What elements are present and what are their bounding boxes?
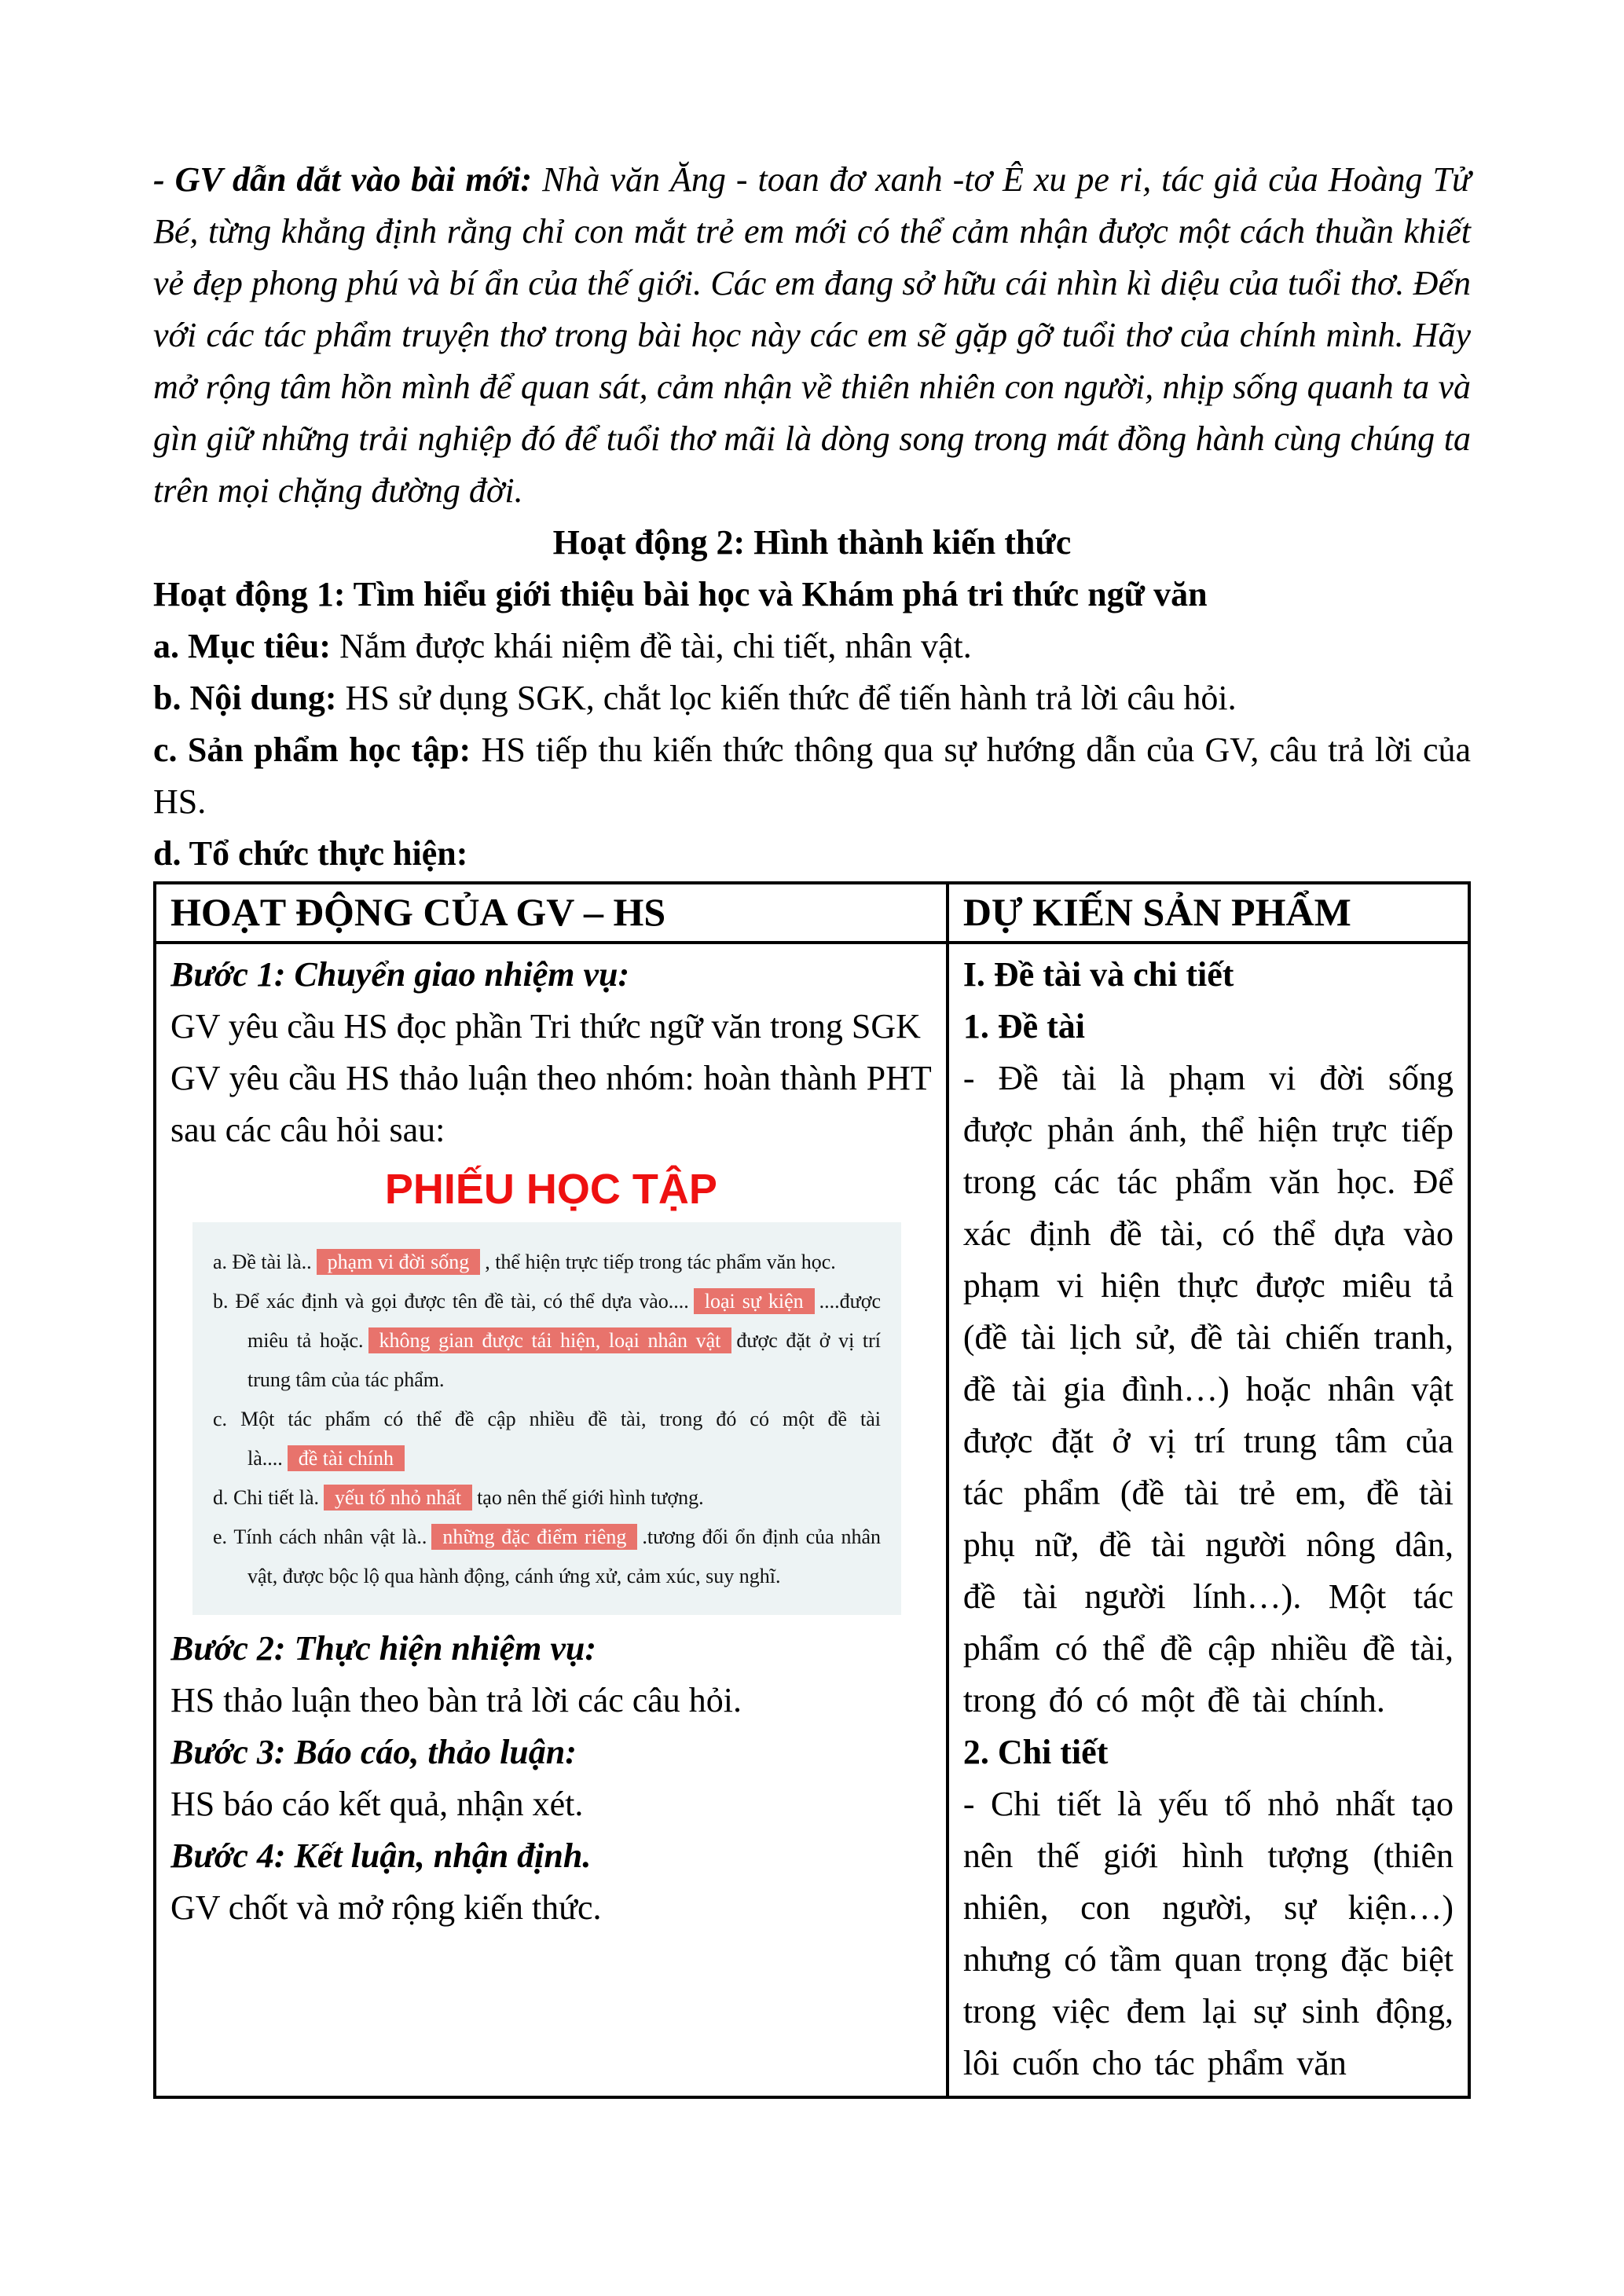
worksheet-a-answer: phạm vi đời sống bbox=[317, 1249, 481, 1275]
table-header-right-cell bbox=[948, 883, 1469, 943]
table-body-row bbox=[155, 943, 1469, 2097]
gv-instruction-1: GV yêu cầu HS đọc phần Tri thức ngữ văn trong SGK bbox=[170, 1007, 921, 1045]
gv-conclusion: GV chốt và mở rộng kiến thức. bbox=[170, 1888, 602, 1927]
meta-label-c: c. Sản phẩm học tập: bbox=[153, 731, 471, 769]
topic-heading: 1. Đề tài bbox=[962, 1007, 1085, 1045]
worksheet-item-a bbox=[213, 1243, 881, 1282]
intro-paragraph bbox=[153, 154, 1471, 517]
meta-text-c: HS tiếp thu kiến thức thông qua sự hướng dẫn của GV, câu trả lời của HS. bbox=[153, 731, 1471, 821]
worksheet-item-d bbox=[213, 1478, 881, 1518]
expected-product-cell bbox=[948, 943, 1469, 2097]
step-1-heading: Bước 1: Chuyển giao nhiệm vụ: bbox=[170, 955, 630, 994]
worksheet-item-c bbox=[213, 1400, 881, 1478]
detail-heading: 2. Chi tiết bbox=[962, 1733, 1109, 1771]
topic-definition: - Đề tài là phạm vi đời sống được phản ánh, thể hiện trực tiếp trong các tác phẩm văn học. Để xác định đề tài, có thể dựa vào phạm vi hiện thực được miêu tả (đề tài lịch sử, đề tài chiến tranh, đề tài gia đình…) hoặc nhân vật được đặt ở vị trí trung tâm của tác phẩm (đề tài trẻ em, đề tài phụ nữ, đề tài người nông dân, đề tài người lính…). Một tác phẩm có thể đề cập nhiều đề tài, trong đó có một đề tài chính. bbox=[962, 1059, 1454, 1719]
table-header-left-label: HOẠT ĐỘNG CỦA GV – HS bbox=[170, 890, 666, 934]
hs-report: HS báo cáo kết quả, nhận xét. bbox=[170, 1785, 584, 1823]
table-header-row bbox=[155, 883, 1469, 943]
meta-text-b: HS sử dụng SGK, chắt lọc kiến thức để tiến hành trả lời câu hỏi. bbox=[345, 679, 1237, 717]
worksheet-d-text: d. Chi tiết là. bbox=[213, 1486, 320, 1509]
worksheet-image bbox=[192, 1222, 901, 1615]
meta-line-organization bbox=[153, 828, 1471, 880]
worksheet-b-answer-2: không gian được tái hiện, loại nhân vật bbox=[368, 1327, 732, 1353]
hs-discussion: HS thảo luận theo bàn trả lời các câu hỏi. bbox=[170, 1681, 742, 1719]
meta-line-content bbox=[153, 672, 1471, 724]
step-3-heading: Bước 3: Báo cáo, thảo luận: bbox=[170, 1733, 577, 1771]
meta-text-a: Nắm được khái niệm đề tài, chi tiết, nhân vật. bbox=[339, 627, 972, 665]
worksheet-b-text: b. Để xác định và gọi được tên đề tài, có thể dựa vào.... bbox=[213, 1290, 689, 1313]
meta-label-b: b. Nội dung: bbox=[153, 679, 337, 717]
gv-instruction-2: GV yêu cầu HS thảo luận theo nhóm: hoàn thành PHT sau các câu hỏi sau: bbox=[170, 1059, 932, 1149]
expected-product-content bbox=[963, 944, 1454, 2096]
step-4-heading: Bước 4: Kết luận, nhận định. bbox=[170, 1836, 592, 1875]
step-2-heading: Bước 2: Thực hiện nhiệm vụ: bbox=[170, 1629, 597, 1668]
intro-lead: - GV dẫn dắt vào bài mới: bbox=[153, 160, 533, 199]
worksheet-e-text: e. Tính cách nhân vật là.. bbox=[213, 1525, 427, 1548]
table-header-right-label: DỰ KIẾN SẢN PHẨM bbox=[962, 890, 1351, 934]
table-header-left-cell bbox=[155, 883, 948, 943]
heading-activity-1: Hoạt động 1: Tìm hiểu giới thiệu bài học và Khám phá tri thức ngữ văn bbox=[153, 575, 1208, 613]
worksheet-c-text: c. Một tác phẩm có thể đề cập nhiều đề tài, trong đó có một đề tài là.... bbox=[213, 1408, 881, 1470]
worksheet-b-text-3: được đặt ở vị trí trung tâm của tác phẩm. bbox=[247, 1329, 881, 1391]
worksheet-item-e bbox=[213, 1518, 881, 1596]
worksheet-a-text: a. Đề tài là.. bbox=[213, 1251, 312, 1273]
meta-line-objective bbox=[153, 621, 1471, 672]
worksheet-d-answer: yếu tố nhỏ nhất bbox=[324, 1485, 472, 1511]
worksheet-e-answer: những đặc điểm riêng bbox=[431, 1524, 637, 1550]
meta-line-product bbox=[153, 724, 1471, 828]
detail-definition: - Chi tiết là yếu tố nhỏ nhất tạo nên thế giới hình tượng (thiên nhiên, con người, sự kiện…) nhưng có tầm quan trọng đặc biệt trong việc đem lại sự sinh động, lôi cuốn cho tác phẩm văn bbox=[962, 1785, 1454, 2082]
gv-hs-activities-content bbox=[170, 944, 932, 2096]
lesson-plan-table bbox=[153, 881, 1471, 2099]
worksheet-b-answer-1: loại sự kiện bbox=[694, 1288, 815, 1314]
worksheet-e-text-2: .tương đối ổn định của nhân vật, được bộc lộ qua hành động, cánh ứng xử, cảm xúc, suy nghĩ. bbox=[247, 1525, 881, 1587]
section-1-heading: I. Đề tài và chi tiết bbox=[962, 955, 1234, 994]
worksheet-item-b bbox=[213, 1282, 881, 1400]
worksheet-title: PHIẾU HỌC TẬP bbox=[384, 1166, 717, 1213]
heading-activity-2: Hoạt động 2: Hình thành kiến thức bbox=[552, 523, 1072, 562]
meta-label-d: d. Tổ chức thực hiện: bbox=[153, 834, 468, 873]
worksheet-c-answer: đề tài chính bbox=[288, 1445, 405, 1471]
worksheet-d-text-2: tạo nên thế giới hình tượng. bbox=[477, 1486, 704, 1509]
worksheet-b-text-2: ....được miêu tả hoặc. bbox=[247, 1290, 881, 1352]
worksheet-a-text-2: , thể hiện trực tiếp trong tác phẩm văn học. bbox=[485, 1251, 836, 1273]
meta-label-a: a. Mục tiêu: bbox=[153, 627, 332, 665]
gv-hs-activities-cell bbox=[155, 943, 948, 2097]
intro-body: Nhà văn Ăng - toan đơ xanh -tơ Ê xu pe ri, tác giả của Hoàng Tử Bé, từng khẳng định rằng chỉ con mắt trẻ em mới có thể cảm nhận được một cách thuần khiết vẻ đẹp phong phú và bí ẩn của thế giới. Các em đang sở hữu cái nhìn kì diệu của tuổi thơ. Đến với các tác phẩm truyện thơ trong bài học này các em sẽ gặp gỡ tuổi thơ của chính mình. Hãy mở rộng tâm hồn mình để quan sát, cảm nhận về thiên nhiên con người, nhịp sống quanh ta và gìn giữ những trải nghiệp đó để tuổi thơ mãi là dòng song trong mát đồng hành cùng chúng ta trên mọi chặng đường đời. bbox=[153, 160, 1471, 510]
